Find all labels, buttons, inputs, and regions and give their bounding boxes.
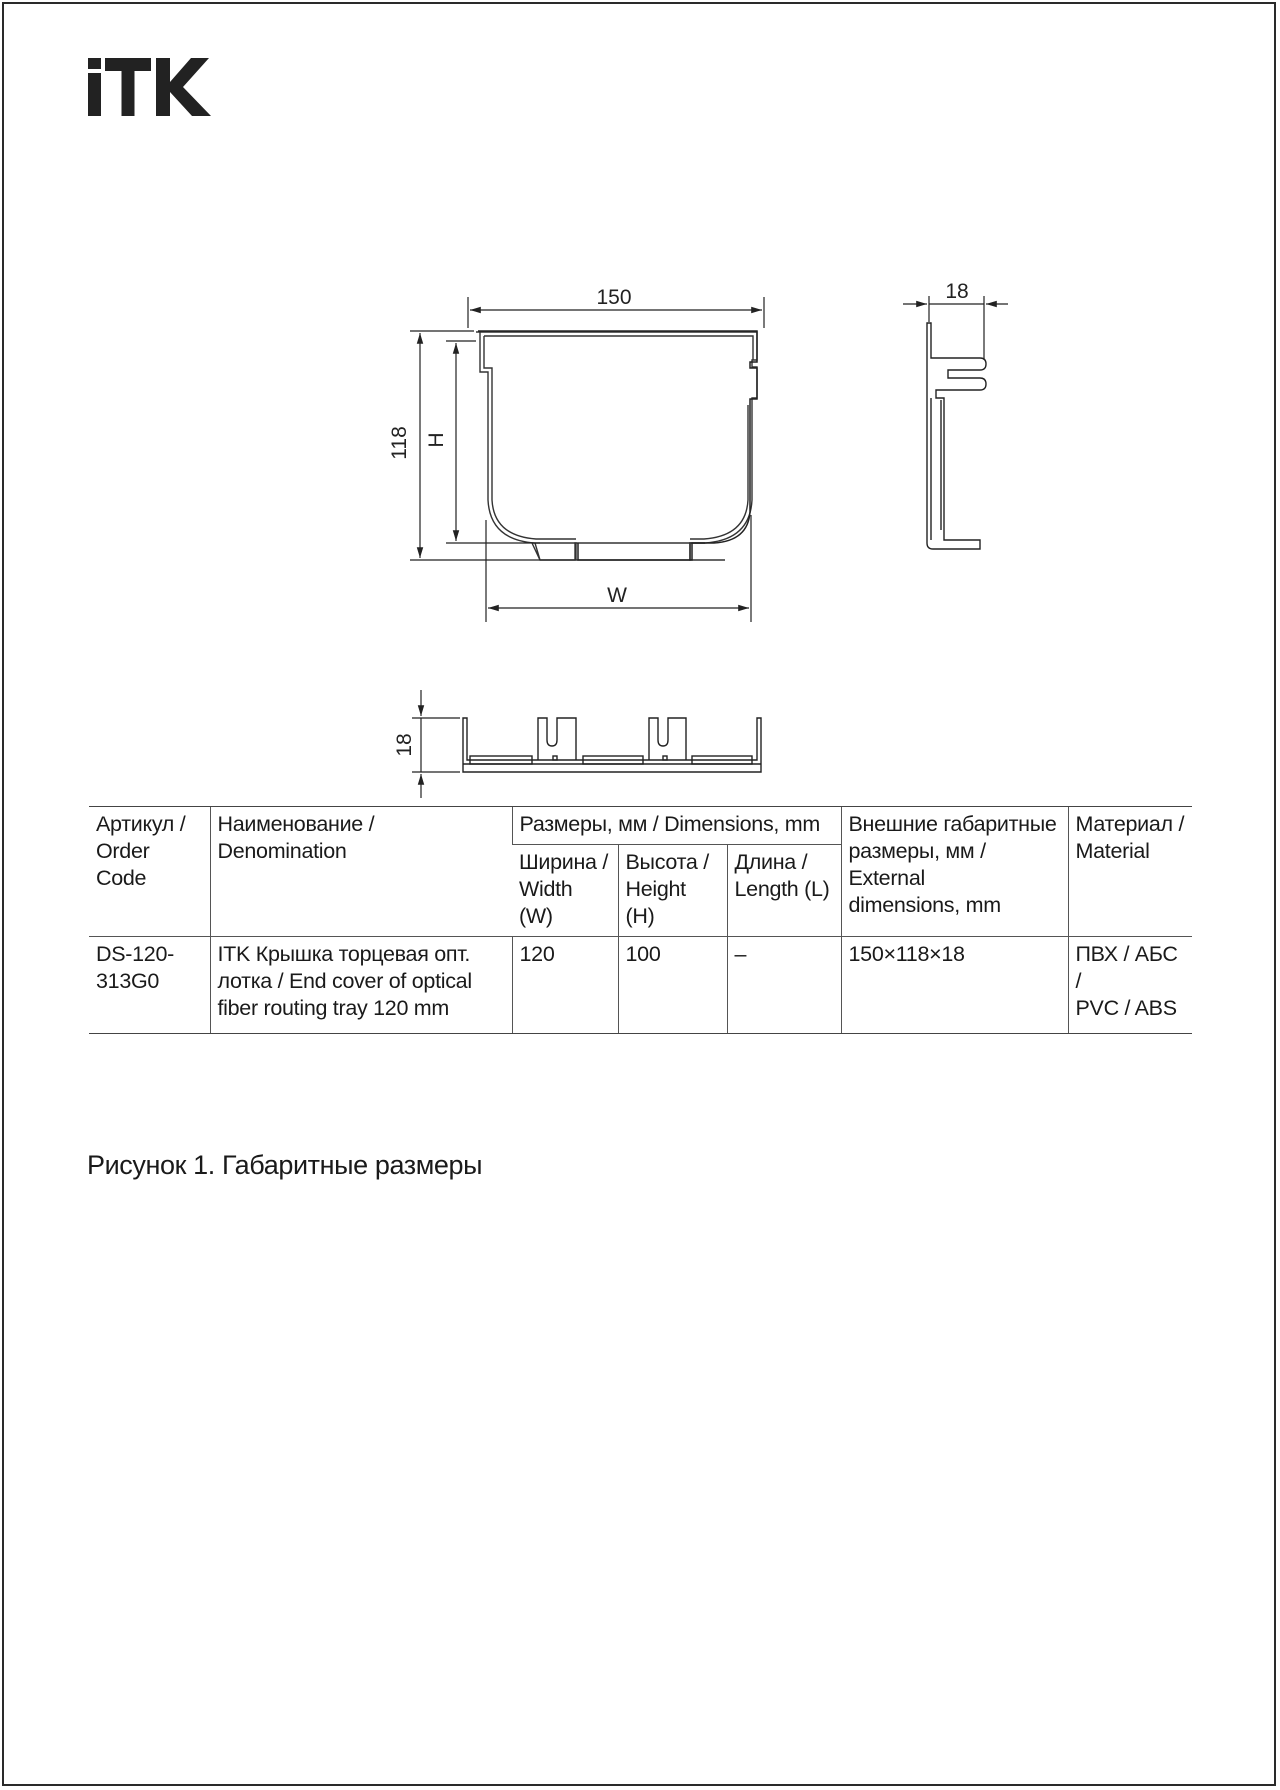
dimension-drawings <box>0 0 1280 800</box>
header-width <box>512 845 618 937</box>
header-name <box>210 807 512 937</box>
header-material <box>1068 807 1192 937</box>
cell-material-line: PVC / ABS <box>1075 996 1177 1020</box>
cell-length: – <box>727 937 841 1034</box>
table-header-row <box>89 807 1192 845</box>
spec-table <box>89 806 1192 1034</box>
dim-118-label: 118 <box>388 426 411 460</box>
dim-18-side <box>903 296 1008 360</box>
cell-material-line: ПВХ / АБС / <box>1075 942 1178 993</box>
cell-name-line: ITK Крышка торцевая опт. <box>217 942 471 966</box>
header-length <box>727 845 841 937</box>
cell-width: 120 <box>512 937 618 1034</box>
dim-18-bottom-label: 18 <box>393 733 416 757</box>
figure-caption: Рисунок 1. Габаритные размеры <box>87 1150 483 1180</box>
dim-w-label: W <box>607 584 627 607</box>
header-name-line: Denomination <box>217 839 347 863</box>
header-external <box>841 807 1068 937</box>
cell-code-line: DS-120- <box>96 942 174 966</box>
dim-h-label: H <box>425 432 448 448</box>
side-view <box>927 323 986 549</box>
dim-18-bottom <box>412 690 460 798</box>
dim-150-label: 150 <box>596 286 632 309</box>
header-code-line: Артикул / <box>96 812 186 836</box>
header-width-line: Ширина / <box>519 850 609 874</box>
table-row <box>89 937 1192 1034</box>
cell-name-line: fiber routing tray 120 mm <box>217 996 449 1020</box>
header-width-line: Width (W) <box>519 877 573 928</box>
cell-material <box>1068 937 1192 1034</box>
header-external-line: dimensions, mm <box>848 893 1001 917</box>
cell-external: 150×118×18 <box>841 937 1068 1034</box>
header-length-line: Длина / <box>734 850 808 874</box>
bottom-view <box>463 718 761 772</box>
header-external-line: Внешние габаритные <box>848 812 1057 836</box>
front-view-body <box>478 331 757 560</box>
header-code <box>89 807 210 937</box>
cell-name-line: лотка / End cover of optical <box>217 969 472 993</box>
dim-18-side-label: 18 <box>945 280 969 303</box>
header-height <box>618 845 727 937</box>
cell-code <box>89 937 210 1034</box>
header-length-line: Length (L) <box>734 877 830 901</box>
cell-code-line: 313G0 <box>96 969 160 993</box>
header-height-line: Height (H) <box>625 877 686 928</box>
cell-height: 100 <box>618 937 727 1034</box>
dim-h <box>446 341 540 543</box>
header-material-line: Материал / <box>1075 812 1185 836</box>
header-height-line: Высота / <box>625 850 709 874</box>
cell-name <box>210 937 512 1034</box>
front-view <box>476 332 757 560</box>
header-dimensions: Размеры, мм / Dimensions, mm <box>512 807 841 845</box>
header-external-line: размеры, мм / External <box>848 839 986 890</box>
header-code-line: Order Code <box>96 839 150 890</box>
header-material-line: Material <box>1075 839 1150 863</box>
header-name-line: Наименование / <box>217 812 375 836</box>
